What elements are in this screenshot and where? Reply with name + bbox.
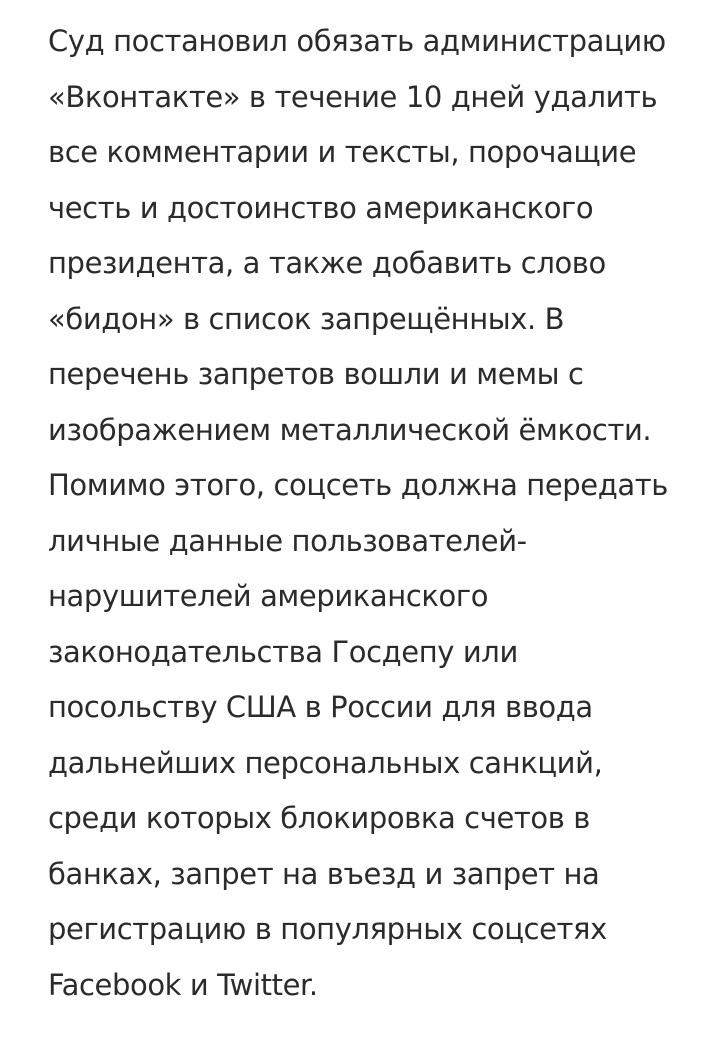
text-line: президента, а также добавить слово: [48, 246, 606, 280]
text-line: среди которых блокировка счетов в: [48, 801, 590, 835]
text-line: посольству США в России для ввода: [48, 690, 593, 724]
text-line: все комментарии и тексты, порочащие: [48, 135, 637, 169]
text-line: регистрацию в популярных соцсетях: [48, 912, 607, 946]
text-line: Суд постановил обязать администрацию: [48, 24, 666, 58]
text-line: нарушителей американского: [48, 579, 489, 613]
text-line: «бидон» в список запрещённых. В: [48, 301, 565, 336]
text-line: дальнейших персональных санкций,: [48, 745, 603, 780]
text-line: банках, запрет на въезд и запрет на: [48, 856, 600, 891]
text-line: законодательства Госдепу или: [48, 634, 518, 669]
text-line: перечень запретов вошли и мемы с: [48, 357, 584, 391]
text-line: изображением металлической ёмкости.: [48, 412, 652, 447]
text-line: Помимо этого, соцсеть должна передать: [48, 468, 668, 502]
text-line: «Вконтакте» в течение 10 дней удалить: [48, 79, 658, 114]
text-line: личные данные пользователей-: [48, 523, 527, 558]
text-line: Facebook и Twitter.: [48, 967, 318, 1002]
text-line: честь и достоинство американского: [48, 190, 594, 225]
article-text: [48, 14, 688, 1013]
